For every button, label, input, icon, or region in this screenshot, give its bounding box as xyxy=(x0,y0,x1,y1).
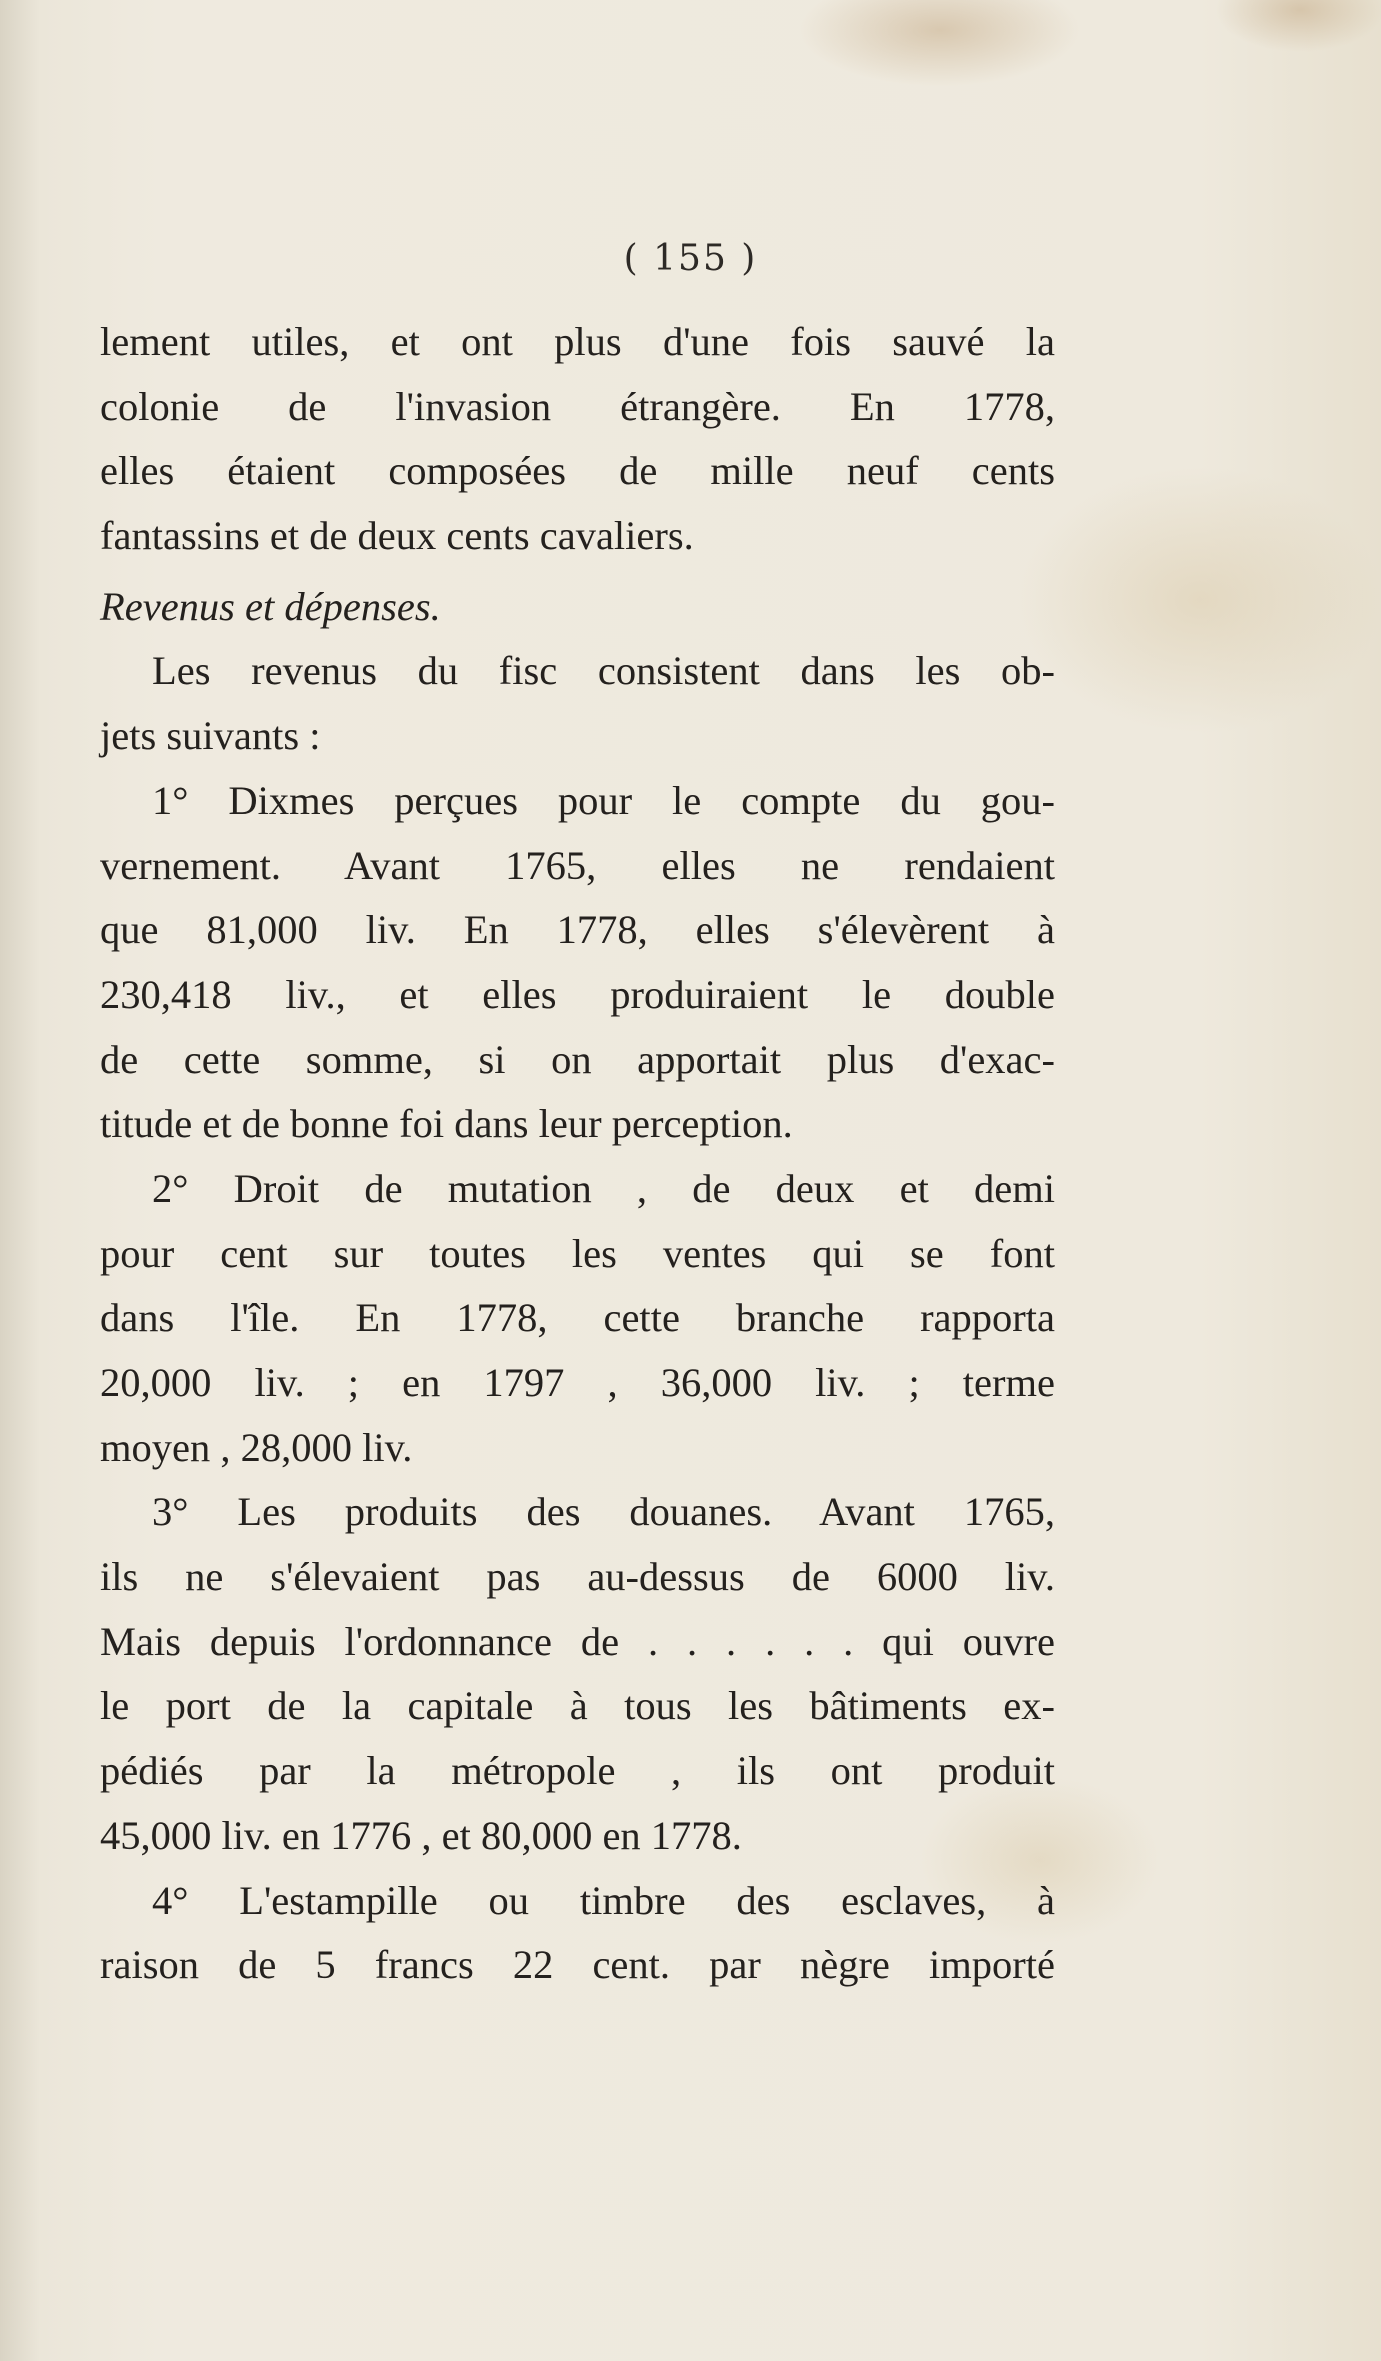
text-line: lement utiles, et ont plus d'une fois sauvé la xyxy=(100,319,1055,364)
text-line: Les revenus du fisc consistent dans les ob- xyxy=(152,648,1055,694)
text-line: de cette somme, si on apportait plus d'exac- xyxy=(100,1036,1055,1082)
text-line: pour cent sur toutes les ventes qui se font xyxy=(100,1230,1055,1276)
text-line: 230,418 liv., et elles produiraient le double xyxy=(100,971,1055,1017)
text-line: pédiés par la métropole , ils ont produit xyxy=(100,1748,1055,1794)
text-line: raison de 5 francs 22 cent. par nègre importé xyxy=(100,1942,1055,1988)
text-line: 4° L'estampille ou timbre des esclaves, à xyxy=(152,1877,1055,1923)
text-line: 3° Les produits des douanes. Avant 1765, xyxy=(152,1489,1055,1535)
text-line: Mais depuis l'ordonnance de . . . . . . qui ouvre xyxy=(100,1618,1055,1664)
text-line: 20,000 liv. ; en 1797 , 36,000 liv. ; terme xyxy=(100,1360,1055,1405)
text-line: dans l'île. En 1778, cette branche rapporta xyxy=(100,1295,1055,1341)
text-line: moyen , 28,000 liv. xyxy=(100,1424,413,1470)
text-line: colonie de l'invasion étrangère. En 1778, xyxy=(100,383,1055,429)
section-heading: Revenus et dépenses. xyxy=(100,583,441,629)
text-line: ils ne s'élevaient pas au-dessus de 6000 liv. xyxy=(100,1554,1055,1600)
text-line: vernement. Avant 1765, elles ne rendaient xyxy=(100,842,1055,888)
text-line: que 81,000 liv. En 1778, elles s'élevèrent à xyxy=(100,907,1055,953)
text-line: titude et de bonne foi dans leur perception. xyxy=(100,1101,793,1147)
page-number: ( 155 ) xyxy=(623,238,758,279)
text-line: 2° Droit de mutation , de deux et demi xyxy=(152,1165,1055,1211)
text-line: fantassins et de deux cents cavaliers. xyxy=(100,513,694,559)
text-line: jets suivants : xyxy=(100,713,321,759)
text-line: elles étaient composées de mille neuf cents xyxy=(100,448,1055,494)
body-text xyxy=(100,310,1055,1998)
text-line: 45,000 liv. en 1776 , et 80,000 en 1778. xyxy=(100,1812,742,1858)
text-line: 1° Dixmes perçues pour le compte du gou- xyxy=(152,777,1055,823)
text-line: le port de la capitale à tous les bâtiments ex- xyxy=(100,1683,1055,1729)
